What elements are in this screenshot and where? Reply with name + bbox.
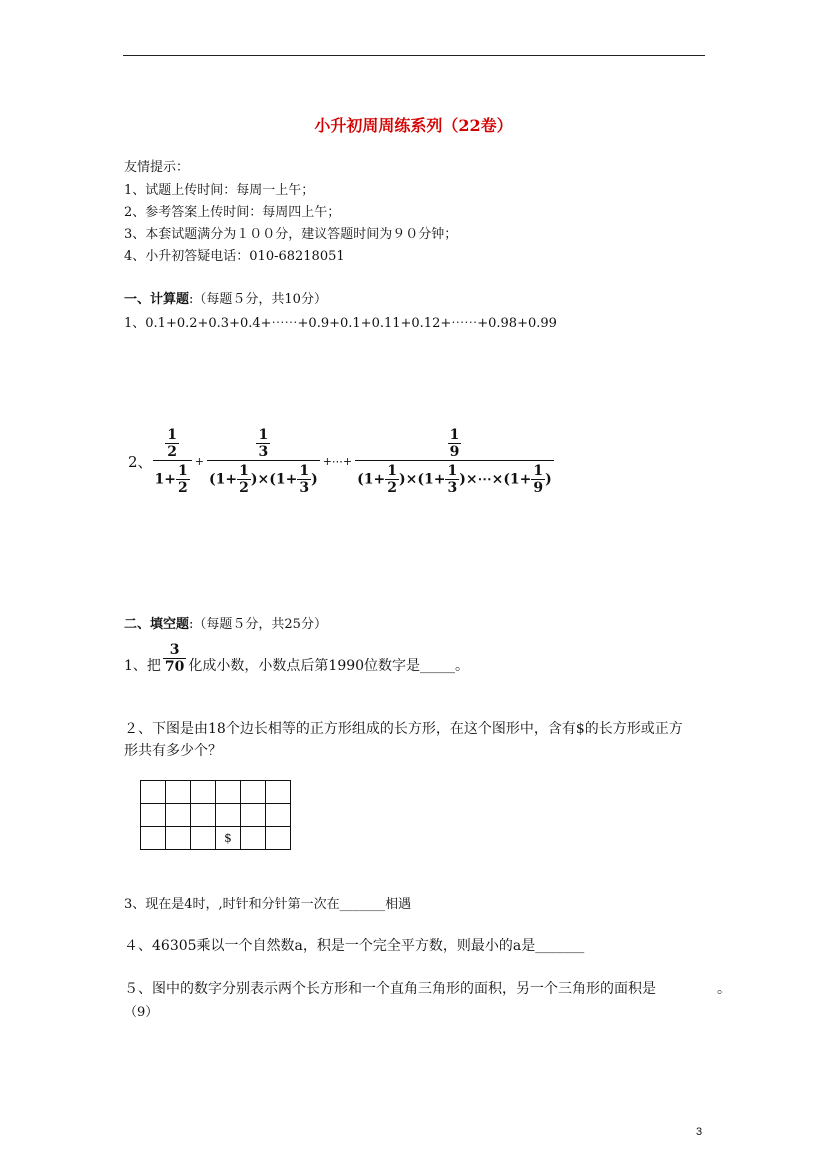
tip-item: 4、小升初答疑电话：010-68218051 [124, 249, 345, 264]
section2-question-3: 3、现在是4时，,时针和分针第一次在_______相遇 [124, 897, 412, 912]
page-title: 小升初周周练系列（22卷） [314, 116, 513, 135]
grid-row [141, 781, 291, 804]
section2-question-5-line2: （9） [124, 1005, 159, 1020]
dollar-mark-cell: $ [216, 827, 241, 850]
section1-note: :（每题５分，共10分） [189, 292, 327, 307]
term-1: $\frac{1}{2}$ 1+ $\frac{1}{2}$ [153, 427, 192, 496]
question-number: 2、 [128, 452, 153, 471]
section2-question-2-line1: ２、下图是由18个边长相等的正方形组成的长方形，在这个图形中，含有$的长方形或正方 [124, 721, 683, 737]
tips-heading: 友情提示： [124, 160, 190, 175]
section2-title: 二、填空题 [124, 617, 190, 632]
section2-heading [124, 613, 327, 632]
section2-question-4: ４、46305乘以一个自然数a，积是一个完全平方数，则最小的a是_______ [124, 938, 585, 954]
section2-question-5-line1: ５、图中的数字分别表示两个长方形和一个直角三角形的面积，另一个三角形的面积是 [124, 981, 656, 997]
square-grid [140, 780, 291, 850]
q1-suffix: 化成小数，小数点后第1990位数字是_____。 [188, 658, 470, 674]
ellipsis-plus: +⋯+ [322, 454, 353, 468]
tip-item: 3、本套试题满分为１００分，建议答题时间为９０分钟； [124, 227, 458, 242]
section1-heading [124, 288, 327, 307]
section2-note: :（每题５分，共25分） [189, 617, 327, 632]
tip-item: 2、参考答案上传时间：每周四上午； [124, 205, 341, 220]
section1-title: 一、计算题 [124, 292, 190, 307]
section2-question-2-line2: 形共有多少个？ [124, 743, 222, 759]
plus-sign: + [194, 454, 204, 468]
expression [153, 427, 554, 496]
section1-question-2 [128, 418, 554, 504]
section2-question-5-end: 。 [717, 981, 731, 997]
header-rule [123, 55, 705, 56]
fraction-3-70: $\frac{3}{70}$ [164, 642, 185, 675]
term-3: $\frac{1}{9}$ (1+ $\frac{1}{2}$ )×(1+ $\frac{1}{3}$ )×⋯×(1+ $\frac{1}{9}$ ) [357, 426, 552, 496]
page-number: 3 [696, 1126, 703, 1138]
tip-item: 1、试题上传时间：每周一上午； [124, 183, 315, 198]
q1-prefix: 1、把 [124, 658, 161, 674]
section1-question-1: 1、0.1+0.2+0.3+0.4+⋯⋯+0.9+0.1+0.11+0.12+⋯⋯+0.98+0.99 [124, 316, 557, 331]
grid-row [141, 827, 291, 850]
term-2: $\frac{1}{3}$ (1+ $\frac{1}{2}$ )×(1+ $\frac{1}{3}$ ) [209, 426, 318, 496]
section2-question-1 [124, 642, 469, 675]
grid-row [141, 804, 291, 827]
